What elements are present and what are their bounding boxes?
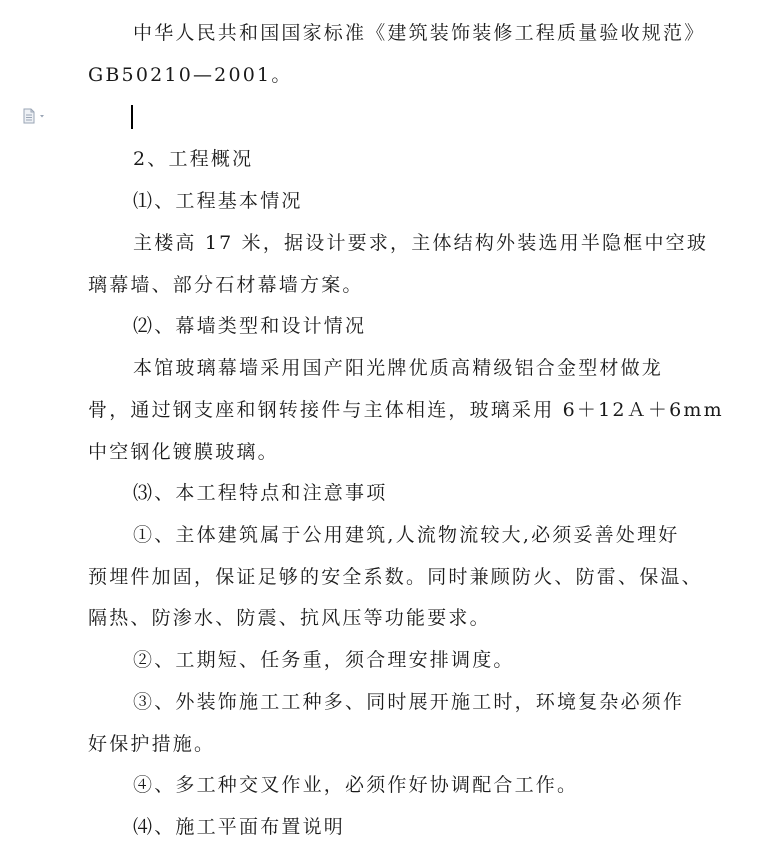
list-item: ③、外装饰施工工种多、同时展开施工时，环境复杂必须作 (133, 691, 685, 713)
paragraph-line: 本馆玻璃幕墙采用国产阳光牌优质高精级铝合金型材做龙 (133, 357, 664, 379)
paragraph-line: 主楼高 17 米，据设计要求，主体结构外装选用半隐框中空玻 (133, 232, 709, 254)
paragraph-line: 璃幕墙、部分石材幕墙方案。 (88, 274, 364, 296)
subsection-heading: ⑶、本工程特点和注意事项 (133, 482, 388, 504)
paragraph-line: 预埋件加固，保证足够的安全系数。同时兼顾防火、防雷、保温、 (88, 566, 703, 588)
list-item: ④、多工种交叉作业，必须作好协调配合工作。 (133, 774, 579, 796)
text-cursor (131, 105, 133, 129)
paragraph-line: 骨，通过钢支座和钢转接件与主体相连，玻璃采用 6＋12Ａ＋6mm (88, 399, 724, 421)
paragraph-line: 中华人民共和国国家标准《建筑装饰装修工程质量验收规范》 (133, 22, 706, 44)
paragraph-options-marker[interactable] (22, 108, 52, 124)
section-heading: 2、工程概况 (133, 148, 254, 170)
paragraph-line: 好保护措施。 (88, 733, 216, 755)
list-item: ②、工期短、任务重，须合理安排调度。 (133, 649, 515, 671)
subsection-heading: ⑷、施工平面布置说明 (133, 816, 346, 838)
chevron-down-icon (40, 115, 44, 118)
paragraph-line: 中空钢化镀膜玻璃。 (88, 441, 279, 463)
paragraph-line: 隔热、防渗水、防震、抗风压等功能要求。 (88, 607, 491, 629)
subsection-heading: ⑴、工程基本情况 (133, 190, 303, 212)
subsection-heading: ⑵、幕墙类型和设计情况 (133, 315, 367, 337)
list-item: ①、主体建筑属于公用建筑,人流物流较大,必须妥善处理好 (133, 524, 680, 546)
paragraph-line: GB50210—2001。 (88, 64, 293, 86)
document-icon (22, 108, 52, 124)
